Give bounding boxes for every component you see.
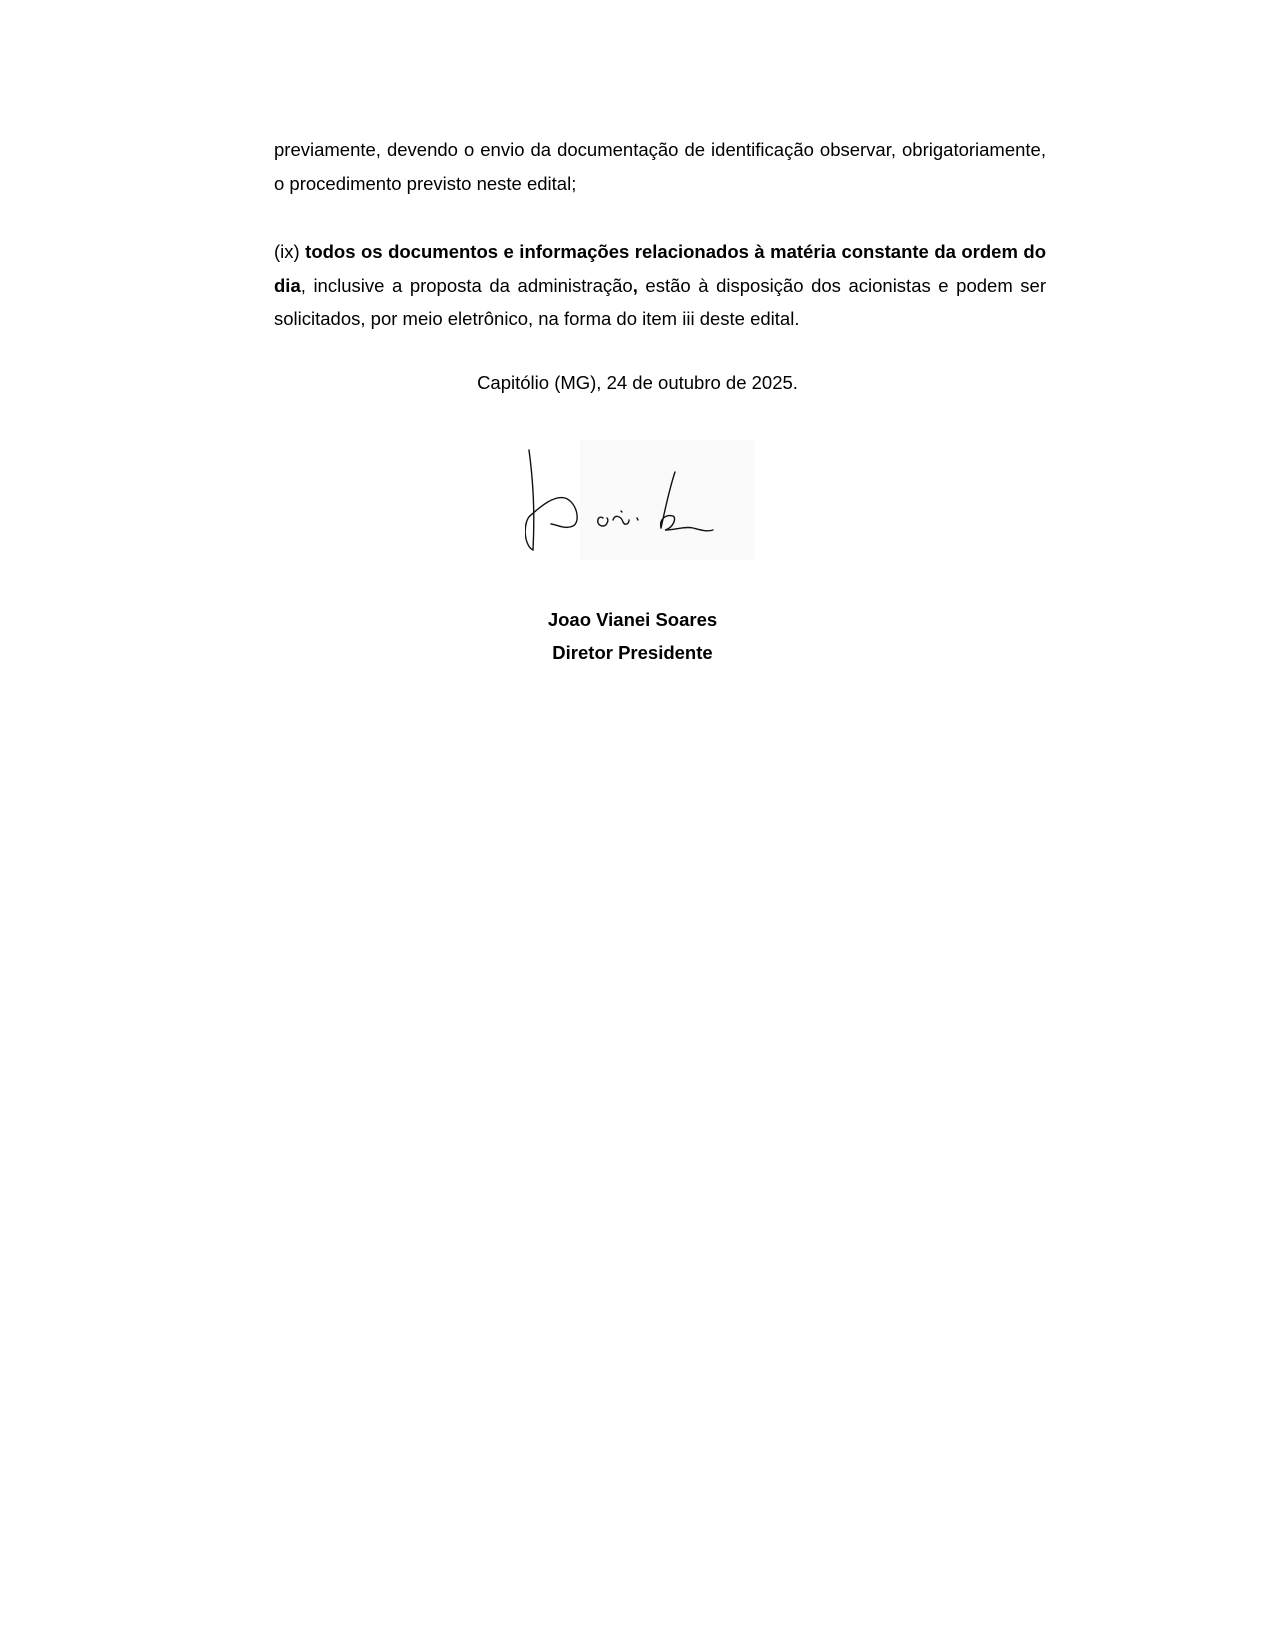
item-ix-prefix: (ix) bbox=[274, 241, 306, 262]
item-ix-text-1: , inclusive a proposta da administração bbox=[300, 274, 633, 296]
paragraph-continuation: previamente, devendo o envio da documentação de identificação observar, obrigatoriamente, o procedimento previsto neste edital; bbox=[274, 139, 1046, 194]
paragraph-item-ix bbox=[274, 235, 1046, 336]
signatory-title: Diretor Presidente bbox=[552, 642, 713, 663]
item-ix-bold-text: todos os documentos e informações relacionados à matéria constante da ordem do dia bbox=[274, 241, 1047, 296]
signatory-name: Joao Vianei Soares bbox=[547, 609, 718, 630]
handwritten-signature-icon bbox=[525, 440, 755, 565]
item-ix-text-2: estão à disposição dos acionistas e podem ser solicitados, por meio eletrônico, na forma do item iii deste edital. bbox=[274, 274, 1047, 329]
item-ix-bold-comma: , bbox=[632, 274, 638, 296]
place-and-date: Capitólio (MG), 24 de outubro de 2025. bbox=[477, 372, 798, 393]
